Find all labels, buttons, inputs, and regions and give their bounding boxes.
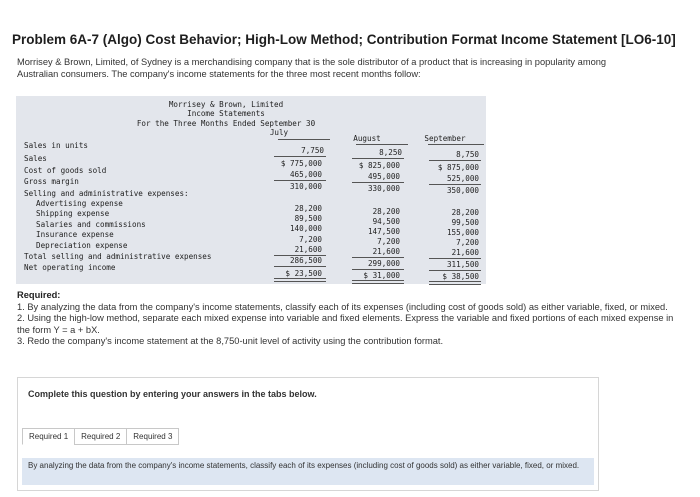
- statement-period: For the Three Months Ended September 30: [136, 119, 316, 128]
- cell-value: $ 825,000: [358, 161, 400, 170]
- cell-value: $ 775,000: [280, 159, 322, 168]
- cell-value: $ 23,500: [285, 269, 322, 278]
- cell-value: 465,000: [289, 170, 322, 179]
- col-underline: [278, 139, 330, 140]
- cell-value: 21,600: [451, 248, 479, 257]
- row-label: Salaries and commissions: [36, 220, 146, 229]
- row-label: Total selling and administrative expenses: [24, 252, 212, 261]
- required-item-1: 1. By analyzing the data from the company's income statements, classify each of its expenses (including cost of goods sold) as either variable, fixed, or mixed.: [17, 301, 668, 312]
- cell-value: $ 38,500: [442, 272, 479, 281]
- tab-instruction-note: By analyzing the data from the company's income statements, classify each of its expenses (including cost of goods sold) as either variable, fixed, or mixed.: [22, 458, 594, 485]
- row-label: Sales: [24, 154, 47, 163]
- cell-underline: [352, 182, 404, 183]
- cell-underline: [274, 156, 326, 157]
- cell-value: 21,600: [294, 245, 322, 254]
- cell-value: 7,200: [456, 238, 479, 247]
- section-label: Selling and administrative expenses:: [24, 189, 189, 198]
- cell-underline: [429, 258, 481, 259]
- row-label: Net operating income: [24, 263, 116, 272]
- row-label: Gross margin: [24, 177, 79, 186]
- cell-underline: [274, 180, 326, 181]
- cell-value: 89,500: [294, 214, 322, 223]
- month-july: July: [269, 128, 289, 137]
- cell-value: 147,500: [367, 227, 400, 236]
- cell-value: $ 31,000: [363, 271, 400, 280]
- cell-underline: [274, 266, 326, 267]
- cell-value: 7,200: [377, 237, 400, 246]
- cell-value: 155,000: [446, 228, 479, 237]
- cell-value: 99,500: [451, 218, 479, 227]
- col-underline: [428, 144, 484, 145]
- cell-value: 310,000: [289, 182, 322, 191]
- cell-underline: [352, 269, 404, 270]
- answer-panel: [17, 377, 599, 491]
- tab-required-3[interactable]: Required 3: [126, 428, 179, 445]
- problem-title: Problem 6A-7 (Algo) Cost Behavior; High-Low Method; Contribution Format Income Statement [LO6-10]: [12, 32, 676, 47]
- cell-underline: [429, 184, 481, 185]
- cell-value: 28,200: [372, 207, 400, 216]
- cell-value: 350,000: [446, 186, 479, 195]
- cell-value: 7,750: [301, 146, 324, 155]
- cell-value: 299,000: [367, 259, 400, 268]
- cell-value: 495,000: [367, 172, 400, 181]
- required-item-2: 2. Using the high-low method, separate each mixed expense into variable and fixed elements. Express the variable and fixed portions of each mixed expense in the form Y = a + bX.: [17, 313, 674, 335]
- row-label: Depreciation expense: [36, 241, 128, 250]
- cell-double-underline: [429, 281, 481, 285]
- cell-value: 286,500: [289, 256, 322, 265]
- statement-name: Income Statements: [187, 109, 265, 118]
- cell-value: 525,000: [446, 174, 479, 183]
- required-section: [17, 290, 687, 348]
- required-tabs: [22, 428, 178, 445]
- row-label: Cost of goods sold: [24, 166, 107, 175]
- income-statement-table: [16, 96, 486, 284]
- tab-required-2[interactable]: Required 2: [74, 428, 127, 445]
- problem-intro: Morrisey & Brown, Limited, of Sydney is a merchandising company that is the sole distributor of a product that is increasing in popularity among Australian consumers. The company's income statements for the three most recent months follow:: [17, 57, 607, 79]
- company-name: Morrisey & Brown, Limited: [168, 100, 284, 109]
- row-label: Sales in units: [24, 141, 89, 150]
- panel-instruction: Complete this question by entering your answers in the tabs below.: [28, 389, 317, 399]
- cell-value: 7,200: [299, 235, 322, 244]
- cell-value: 140,000: [289, 224, 322, 233]
- cell-underline: [429, 160, 481, 161]
- cell-underline: [429, 270, 481, 271]
- cell-value: 94,500: [372, 217, 400, 226]
- cell-double-underline: [352, 280, 404, 284]
- cell-value: $ 875,000: [437, 163, 479, 172]
- cell-underline: [352, 158, 404, 159]
- row-label: Shipping expense: [36, 209, 110, 218]
- cell-underline: [352, 257, 404, 258]
- tab-required-1[interactable]: Required 1: [22, 428, 75, 445]
- row-label: Insurance expense: [36, 230, 114, 239]
- cell-double-underline: [274, 278, 326, 282]
- cell-value: 8,750: [456, 150, 479, 159]
- month-august: August: [353, 134, 381, 143]
- required-heading: Required:: [17, 290, 61, 300]
- cell-value: 21,600: [372, 247, 400, 256]
- month-september: September: [424, 134, 466, 143]
- col-underline: [356, 144, 408, 145]
- cell-value: 28,200: [451, 208, 479, 217]
- cell-value: 311,500: [446, 260, 479, 269]
- cell-value: 330,000: [367, 184, 400, 193]
- cell-value: 8,250: [379, 148, 402, 157]
- cell-value: 28,200: [294, 204, 322, 213]
- row-label: Advertising expense: [36, 199, 123, 208]
- required-item-3: 3. Redo the company's income statement at the 8,750-unit level of activity using the contribution format.: [17, 336, 444, 346]
